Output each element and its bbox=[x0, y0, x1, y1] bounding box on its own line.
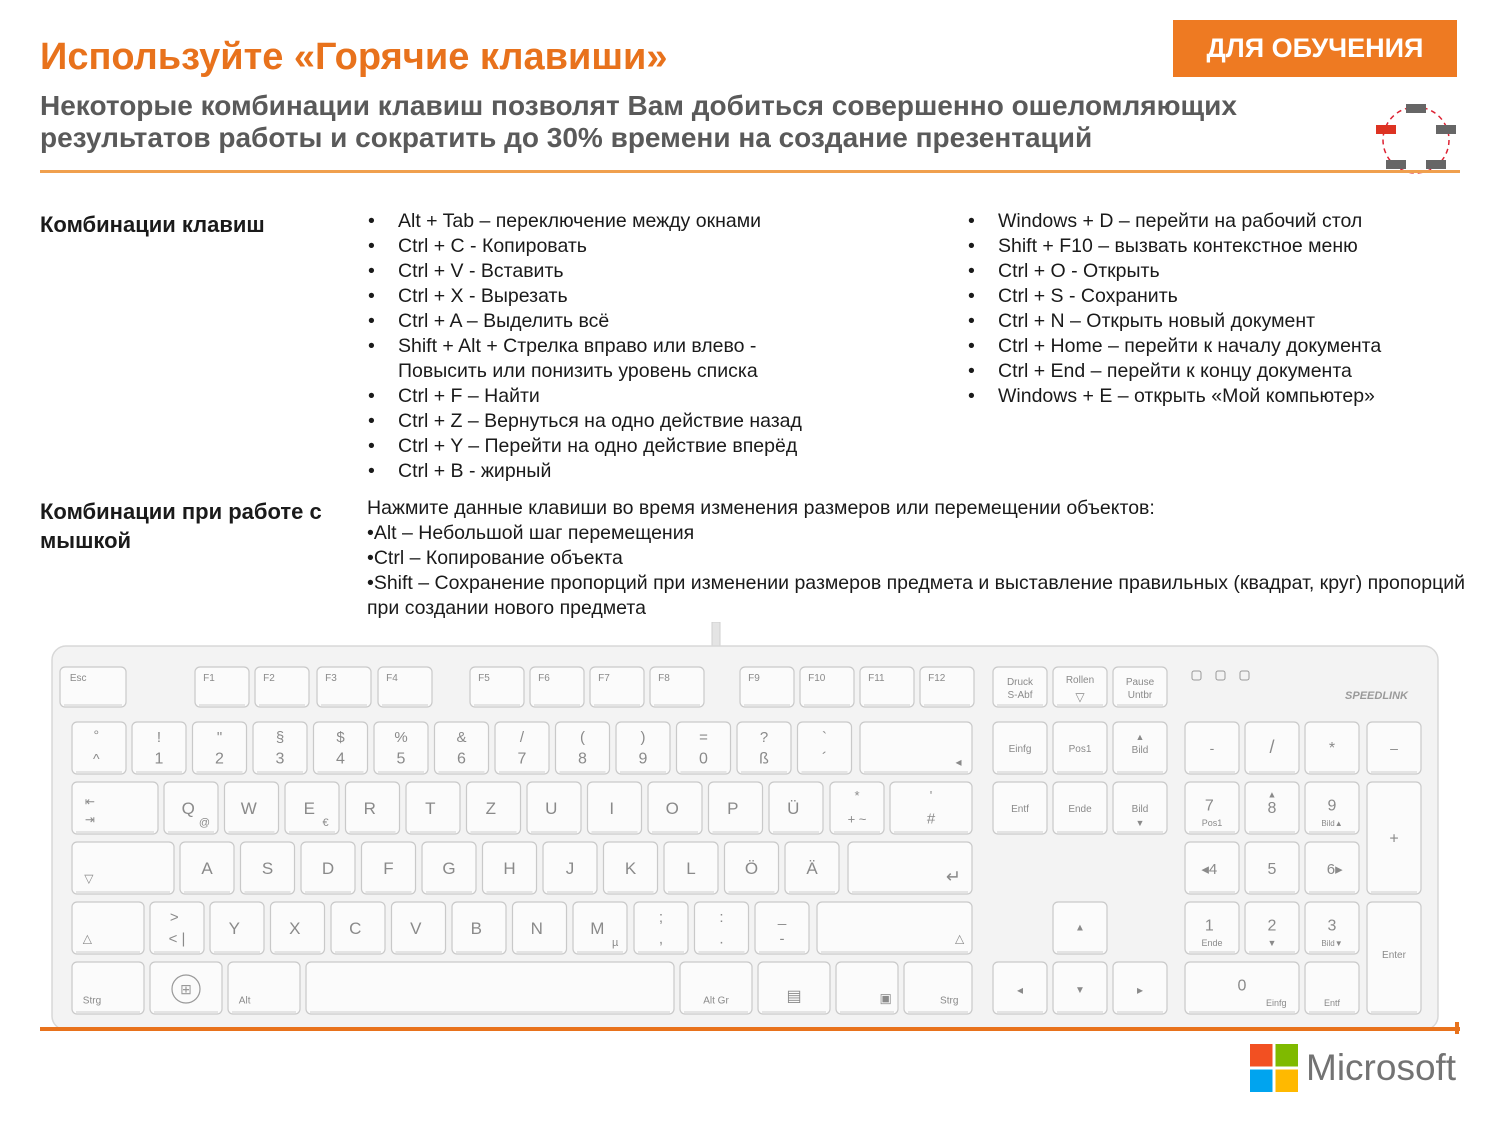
cycle-diagram-icon bbox=[1373, 100, 1459, 178]
key-label: 3 bbox=[1327, 917, 1337, 935]
mouse-shortcut-item: •Shift – Сохранение пропорций при изменении размеров предмета и выставление правильных (квадрат, круг) пропорций при создании нового предмета bbox=[367, 572, 1471, 619]
key-num-slash bbox=[1245, 722, 1299, 774]
key-label: A bbox=[201, 859, 213, 879]
key-label: Pos1 bbox=[1068, 744, 1092, 756]
key-label: ^ bbox=[93, 750, 100, 767]
key-tab bbox=[72, 782, 158, 834]
key-label: Alt Gr bbox=[703, 995, 729, 1007]
shortcuts-list-right bbox=[968, 209, 1458, 409]
key-label: R bbox=[363, 799, 376, 819]
key-label: µ bbox=[611, 937, 619, 950]
key-digit bbox=[314, 722, 368, 774]
key-label: Pos1 bbox=[1201, 818, 1223, 829]
key-strg-left bbox=[72, 962, 144, 1014]
key-label: " bbox=[216, 728, 223, 746]
key-letter bbox=[467, 782, 521, 834]
key-label: 7 bbox=[1204, 797, 1214, 815]
key-arrow-right bbox=[1113, 962, 1167, 1014]
key-letter bbox=[301, 842, 355, 894]
key-punct bbox=[755, 902, 809, 954]
key-label: K bbox=[624, 859, 637, 879]
key-label: : bbox=[719, 908, 724, 926]
key-label: E bbox=[303, 799, 315, 819]
key-label: 0 bbox=[1237, 977, 1247, 995]
key-num3 bbox=[1305, 902, 1359, 954]
key-label: 5 bbox=[1267, 861, 1277, 879]
key-letter bbox=[362, 842, 416, 894]
key-letter bbox=[709, 782, 763, 834]
key-label: Ö bbox=[744, 859, 759, 879]
key-label: F12 bbox=[928, 673, 946, 684]
key-label: F3 bbox=[325, 673, 337, 684]
key-label: D bbox=[321, 859, 335, 879]
key-digit bbox=[253, 722, 307, 774]
key-label: ▸ bbox=[1136, 983, 1144, 998]
key-label: F bbox=[383, 859, 394, 879]
key-label: B bbox=[470, 919, 482, 939]
key-label: ↵ bbox=[945, 866, 961, 887]
key-label: H bbox=[503, 859, 516, 879]
key-label: N bbox=[530, 919, 543, 939]
key-letter bbox=[573, 902, 627, 954]
mouse-shortcuts-label: Комбинации при работе с мышкой bbox=[40, 499, 322, 553]
key-label: L bbox=[686, 859, 696, 879]
microsoft-wordmark: Microsoft bbox=[1306, 1047, 1457, 1088]
key-num4 bbox=[1185, 842, 1239, 894]
key-arrow-left bbox=[993, 962, 1047, 1014]
shortcut-item: • Alt + Tab – переключение между окнами bbox=[368, 209, 838, 234]
key-label: 6 bbox=[457, 750, 466, 768]
shortcut-item: • Ctrl + Z – Вернуться на одно действие назад bbox=[368, 409, 838, 434]
keyboard-cable bbox=[712, 622, 720, 648]
key-pause bbox=[1113, 667, 1167, 707]
key-label: X bbox=[289, 919, 301, 939]
mouse-shortcut-item: •Alt – Небольшой шаг перемещения bbox=[367, 522, 695, 544]
key-label: / bbox=[1269, 737, 1275, 758]
key-label: Esc bbox=[69, 673, 87, 684]
key-label: 7 bbox=[517, 750, 527, 768]
key-label: 0 bbox=[699, 750, 708, 768]
key-label: ▲ bbox=[1075, 922, 1085, 934]
key-letter bbox=[422, 842, 476, 894]
key-label: △ bbox=[82, 931, 93, 946]
key-bild-up bbox=[1113, 722, 1167, 774]
key-arrow-down bbox=[1053, 962, 1107, 1014]
key-label: U bbox=[545, 799, 558, 819]
key-label: ° bbox=[93, 727, 100, 744]
key-rollen bbox=[1053, 667, 1107, 707]
key-letter bbox=[210, 902, 264, 954]
key-num2 bbox=[1245, 902, 1299, 954]
key-label: S-Abf bbox=[1007, 690, 1033, 702]
key-label: ! bbox=[156, 728, 162, 746]
key-digit bbox=[132, 722, 186, 774]
key-num8 bbox=[1245, 782, 1299, 834]
key-ende bbox=[1053, 782, 1107, 834]
key-label: Alt bbox=[238, 995, 251, 1007]
key-label: 4 bbox=[336, 750, 345, 768]
key-label: 3 bbox=[275, 750, 285, 768]
key-label: ▲ bbox=[1267, 789, 1277, 800]
key-label: * bbox=[1328, 740, 1336, 758]
shortcut-item: • Ctrl + End – перейти к концу документа bbox=[968, 359, 1458, 384]
key-letter bbox=[331, 902, 385, 954]
shortcut-item: • Ctrl + C - Копировать bbox=[368, 234, 838, 259]
key-label: Strg bbox=[940, 995, 959, 1007]
key-strg-right bbox=[904, 962, 972, 1014]
key-label: # bbox=[926, 810, 936, 828]
key-capslock bbox=[72, 842, 174, 894]
key-label: ▼ bbox=[1075, 985, 1085, 997]
key-digit bbox=[193, 722, 247, 774]
key-label: 2 bbox=[1267, 917, 1277, 935]
key-num9 bbox=[1305, 782, 1359, 834]
key-pos1 bbox=[1053, 722, 1107, 774]
key-label: ' bbox=[929, 788, 933, 804]
page-title: Используйте «Горячие клавиши» bbox=[40, 36, 668, 78]
key-letter bbox=[725, 842, 779, 894]
key-digit bbox=[495, 722, 549, 774]
training-badge: ДЛЯ ОБУЧЕНИЯ bbox=[1173, 20, 1457, 77]
key-digit bbox=[435, 722, 489, 774]
key-alt bbox=[228, 962, 300, 1014]
key-f8 bbox=[650, 667, 704, 707]
key-label: 2 bbox=[215, 750, 224, 768]
key-label: ; bbox=[658, 908, 664, 926]
shortcut-item: • Shift + Alt + Стрелка вправо или влево - Повысить или понизить уровень списка bbox=[368, 334, 838, 384]
key-letter bbox=[785, 842, 839, 894]
key-esc bbox=[60, 667, 126, 707]
key-label: 9 bbox=[638, 750, 648, 768]
key-arrow-up bbox=[1053, 902, 1107, 954]
key-label: Z bbox=[485, 799, 496, 819]
footer-divider bbox=[40, 1027, 1460, 1031]
shortcut-item: • Shift + F10 – вызвать контекстное меню bbox=[968, 234, 1458, 259]
key-num1 bbox=[1185, 902, 1239, 954]
shortcut-item: • Ctrl + A – Выделить всё bbox=[368, 309, 838, 334]
key-label: S bbox=[261, 859, 274, 879]
key-label: 1 bbox=[1204, 917, 1214, 935]
key-label: 5 bbox=[396, 750, 406, 768]
shortcut-item: • Ctrl + B - жирный bbox=[368, 459, 838, 484]
key-label: G bbox=[442, 859, 456, 879]
key-letter bbox=[225, 782, 279, 834]
key-punct bbox=[695, 902, 749, 954]
key-label: / bbox=[519, 728, 525, 746]
key-label: W bbox=[240, 799, 257, 819]
windows-flag-icon: ⊞ bbox=[180, 981, 192, 997]
key-label: Pause bbox=[1125, 677, 1155, 688]
key-label: . bbox=[719, 930, 724, 948]
key-letter bbox=[241, 842, 295, 894]
key-einfg bbox=[993, 722, 1047, 774]
key-letter bbox=[180, 842, 234, 894]
key-label: $ bbox=[336, 728, 345, 746]
key-num0 bbox=[1185, 962, 1299, 1014]
key-label: ▽ bbox=[1075, 690, 1085, 704]
key-angle bbox=[150, 902, 204, 954]
key-num-enter bbox=[1367, 902, 1421, 1014]
key-label: F8 bbox=[658, 673, 670, 684]
key-label: △ bbox=[954, 931, 965, 946]
key-label: Q bbox=[181, 799, 195, 819]
key-shift-right bbox=[817, 902, 972, 954]
key-letter bbox=[648, 782, 702, 834]
key-label: F5 bbox=[478, 673, 490, 684]
key-letter bbox=[392, 902, 446, 954]
shortcut-item: • Ctrl + S - Сохранить bbox=[968, 284, 1458, 309]
key-label: Bild▼ bbox=[1321, 939, 1343, 949]
key-letter bbox=[513, 902, 567, 954]
key-bild-down bbox=[1113, 782, 1167, 834]
mouse-shortcut-item: •Ctrl – Копирование объекта bbox=[367, 547, 623, 569]
microsoft-logo-icon bbox=[1250, 1044, 1298, 1092]
key-label: ) bbox=[640, 728, 646, 746]
key-label: - bbox=[1209, 740, 1215, 757]
key-label: Druck bbox=[1006, 677, 1034, 688]
key-label: @ bbox=[198, 817, 211, 830]
key-label: ◂ bbox=[955, 755, 962, 770]
shortcut-item: • Ctrl + V - Вставить bbox=[368, 259, 838, 284]
footer-divider-end bbox=[1455, 1022, 1459, 1034]
shortcut-item: • Ctrl + X - Вырезать bbox=[368, 284, 838, 309]
key-caret bbox=[72, 722, 126, 774]
key-label: M bbox=[590, 919, 605, 939]
key-label: 8 bbox=[578, 750, 587, 768]
key-label: I bbox=[609, 799, 615, 819]
shortcut-item: • Ctrl + O - Открыть bbox=[968, 259, 1458, 284]
key-label: F6 bbox=[538, 673, 550, 684]
key-label: Bild bbox=[1131, 804, 1149, 816]
key-label: F10 bbox=[808, 673, 826, 684]
key-f9 bbox=[740, 667, 794, 707]
key-f12 bbox=[920, 667, 974, 707]
key-label: ◂ bbox=[1016, 983, 1024, 998]
key-label: Enter bbox=[1382, 950, 1406, 961]
key-label: ▲ bbox=[1135, 732, 1145, 743]
key-label: Y bbox=[228, 919, 240, 939]
header-divider bbox=[40, 170, 1460, 173]
key-label: F11 bbox=[868, 673, 885, 684]
key-entf bbox=[993, 782, 1047, 834]
key-label: Bild▲ bbox=[1321, 819, 1343, 829]
key-label: ▽ bbox=[84, 871, 94, 886]
key-label: Einfg bbox=[1265, 998, 1287, 1009]
key-label: _ bbox=[777, 908, 787, 926]
shortcut-item: • Ctrl + F – Найти bbox=[368, 384, 838, 409]
key-label: Rollen bbox=[1065, 675, 1095, 686]
key-backspace bbox=[860, 722, 972, 774]
key-label: F2 bbox=[263, 673, 275, 684]
key-label: Strg bbox=[82, 995, 102, 1007]
key-label: ▼ bbox=[1267, 938, 1277, 949]
key-label: – bbox=[1390, 740, 1398, 757]
key-digit bbox=[556, 722, 610, 774]
shortcuts-list-left bbox=[368, 209, 838, 484]
key-label: € bbox=[322, 817, 329, 830]
key-num5 bbox=[1245, 842, 1299, 894]
shortcut-item: • Windows + D – перейти на рабочий стол bbox=[968, 209, 1458, 234]
key-letter bbox=[588, 782, 642, 834]
key-letter bbox=[406, 782, 460, 834]
key-letter bbox=[483, 842, 537, 894]
shortcut-item: • Windows + E – открыть «Мой компьютер» bbox=[968, 384, 1458, 409]
key-numlock bbox=[1185, 722, 1239, 774]
key-letter bbox=[527, 782, 581, 834]
key-label: Einfg bbox=[1008, 744, 1032, 756]
key-label: > bbox=[169, 908, 179, 926]
key-letter bbox=[346, 782, 400, 834]
keyboard-brand: SPEEDLINK bbox=[1345, 690, 1408, 702]
key-num6 bbox=[1305, 842, 1359, 894]
key-label: V bbox=[410, 919, 422, 939]
key-letter bbox=[285, 782, 339, 834]
shortcut-item: • Ctrl + N – Открыть новый документ bbox=[968, 309, 1458, 334]
key-label: Ende bbox=[1201, 938, 1223, 949]
shortcut-item: • Ctrl + Home – перейти к началу документа bbox=[968, 334, 1458, 359]
key-letter bbox=[604, 842, 658, 894]
key-label: ◂4 bbox=[1201, 861, 1218, 879]
key-label: - bbox=[779, 930, 785, 948]
key-label: < | bbox=[168, 930, 186, 948]
key-label: * bbox=[854, 788, 860, 804]
key-letter bbox=[769, 782, 823, 834]
keyboard-shortcuts-label: Комбинации клавиш bbox=[40, 212, 265, 237]
key-label: ▼ bbox=[1135, 818, 1145, 829]
key-label: ´ bbox=[821, 750, 828, 768]
key-label: J bbox=[565, 859, 575, 879]
key-label: ⇤ bbox=[84, 794, 95, 809]
key-label: Ä bbox=[806, 859, 818, 879]
key-punct bbox=[634, 902, 688, 954]
key-letter bbox=[664, 842, 718, 894]
keyboard-image bbox=[40, 622, 1460, 1034]
mouse-shortcuts-block bbox=[367, 496, 1471, 621]
key-label: ( bbox=[580, 728, 585, 746]
key-space bbox=[306, 962, 674, 1014]
key-label: P bbox=[727, 799, 739, 819]
key-label: ? bbox=[759, 728, 769, 746]
key-letter bbox=[452, 902, 506, 954]
key-label: Entf bbox=[1011, 804, 1029, 816]
key-f5 bbox=[470, 667, 524, 707]
key-label: ` bbox=[822, 728, 827, 746]
key-label: = bbox=[699, 728, 708, 746]
key-label: C bbox=[349, 919, 362, 939]
key-f3 bbox=[317, 667, 371, 707]
key-label: ß bbox=[759, 750, 769, 768]
key-digit bbox=[737, 722, 791, 774]
key-fn bbox=[836, 962, 898, 1014]
key-hash bbox=[890, 782, 972, 834]
key-menu bbox=[758, 962, 830, 1014]
key-label: F9 bbox=[748, 673, 760, 684]
key-f1 bbox=[195, 667, 249, 707]
key-label: ⇥ bbox=[84, 812, 95, 827]
page-subtitle: Некоторые комбинации клавиш позволят Вам добиться совершенно ошеломляющих результатов работы и сократить до 30% времени на создание презентаций bbox=[40, 90, 1237, 153]
key-label: Ende bbox=[1068, 804, 1092, 816]
key-digit bbox=[616, 722, 670, 774]
mouse-intro: Нажмите данные клавиши во время изменения размеров или перемещении объектов: bbox=[367, 497, 1155, 519]
key-label: 1 bbox=[154, 750, 164, 768]
key-num-plus bbox=[1367, 782, 1421, 894]
key-label: + bbox=[1389, 830, 1399, 848]
key-return bbox=[848, 842, 972, 894]
key-label: § bbox=[275, 728, 285, 746]
key-label: % bbox=[394, 728, 408, 746]
key-num-minus bbox=[1367, 722, 1421, 774]
key-letter bbox=[164, 782, 218, 834]
key-plus bbox=[830, 782, 884, 834]
key-label: Bild bbox=[1131, 745, 1149, 757]
shortcut-item: • Ctrl + Y – Перейти на одно действие вперёд bbox=[368, 434, 838, 459]
key-label: F4 bbox=[386, 673, 398, 684]
key-f2 bbox=[255, 667, 309, 707]
key-windows bbox=[150, 962, 222, 1014]
key-label: , bbox=[658, 930, 664, 948]
key-shift-left bbox=[72, 902, 144, 954]
key-digit bbox=[374, 722, 428, 774]
key-label: Untbr bbox=[1127, 690, 1153, 702]
key-label: 8 bbox=[1267, 800, 1277, 818]
key-druck bbox=[993, 667, 1047, 707]
key-digit bbox=[798, 722, 852, 774]
key-f10 bbox=[800, 667, 854, 707]
key-label: F7 bbox=[598, 673, 610, 684]
key-num7 bbox=[1185, 782, 1239, 834]
key-label: 9 bbox=[1327, 797, 1337, 815]
key-label: T bbox=[425, 799, 436, 819]
key-num-star bbox=[1305, 722, 1359, 774]
key-altgr bbox=[680, 962, 752, 1014]
key-f4 bbox=[378, 667, 432, 707]
key-label: ▣ bbox=[879, 990, 892, 1006]
key-label: ▤ bbox=[786, 988, 802, 1005]
key-label: & bbox=[456, 728, 467, 746]
key-letter bbox=[543, 842, 597, 894]
key-label: 6▸ bbox=[1326, 861, 1343, 879]
key-f7 bbox=[590, 667, 644, 707]
key-label: + ~ bbox=[847, 811, 867, 827]
key-label: Ü bbox=[787, 799, 800, 819]
key-letter bbox=[271, 902, 325, 954]
key-f6 bbox=[530, 667, 584, 707]
key-digit bbox=[677, 722, 731, 774]
key-label: Entf bbox=[1323, 998, 1341, 1009]
key-f11 bbox=[860, 667, 914, 707]
key-num-decimal bbox=[1305, 962, 1359, 1014]
key-label: F1 bbox=[203, 673, 215, 684]
key-label: O bbox=[665, 799, 679, 819]
